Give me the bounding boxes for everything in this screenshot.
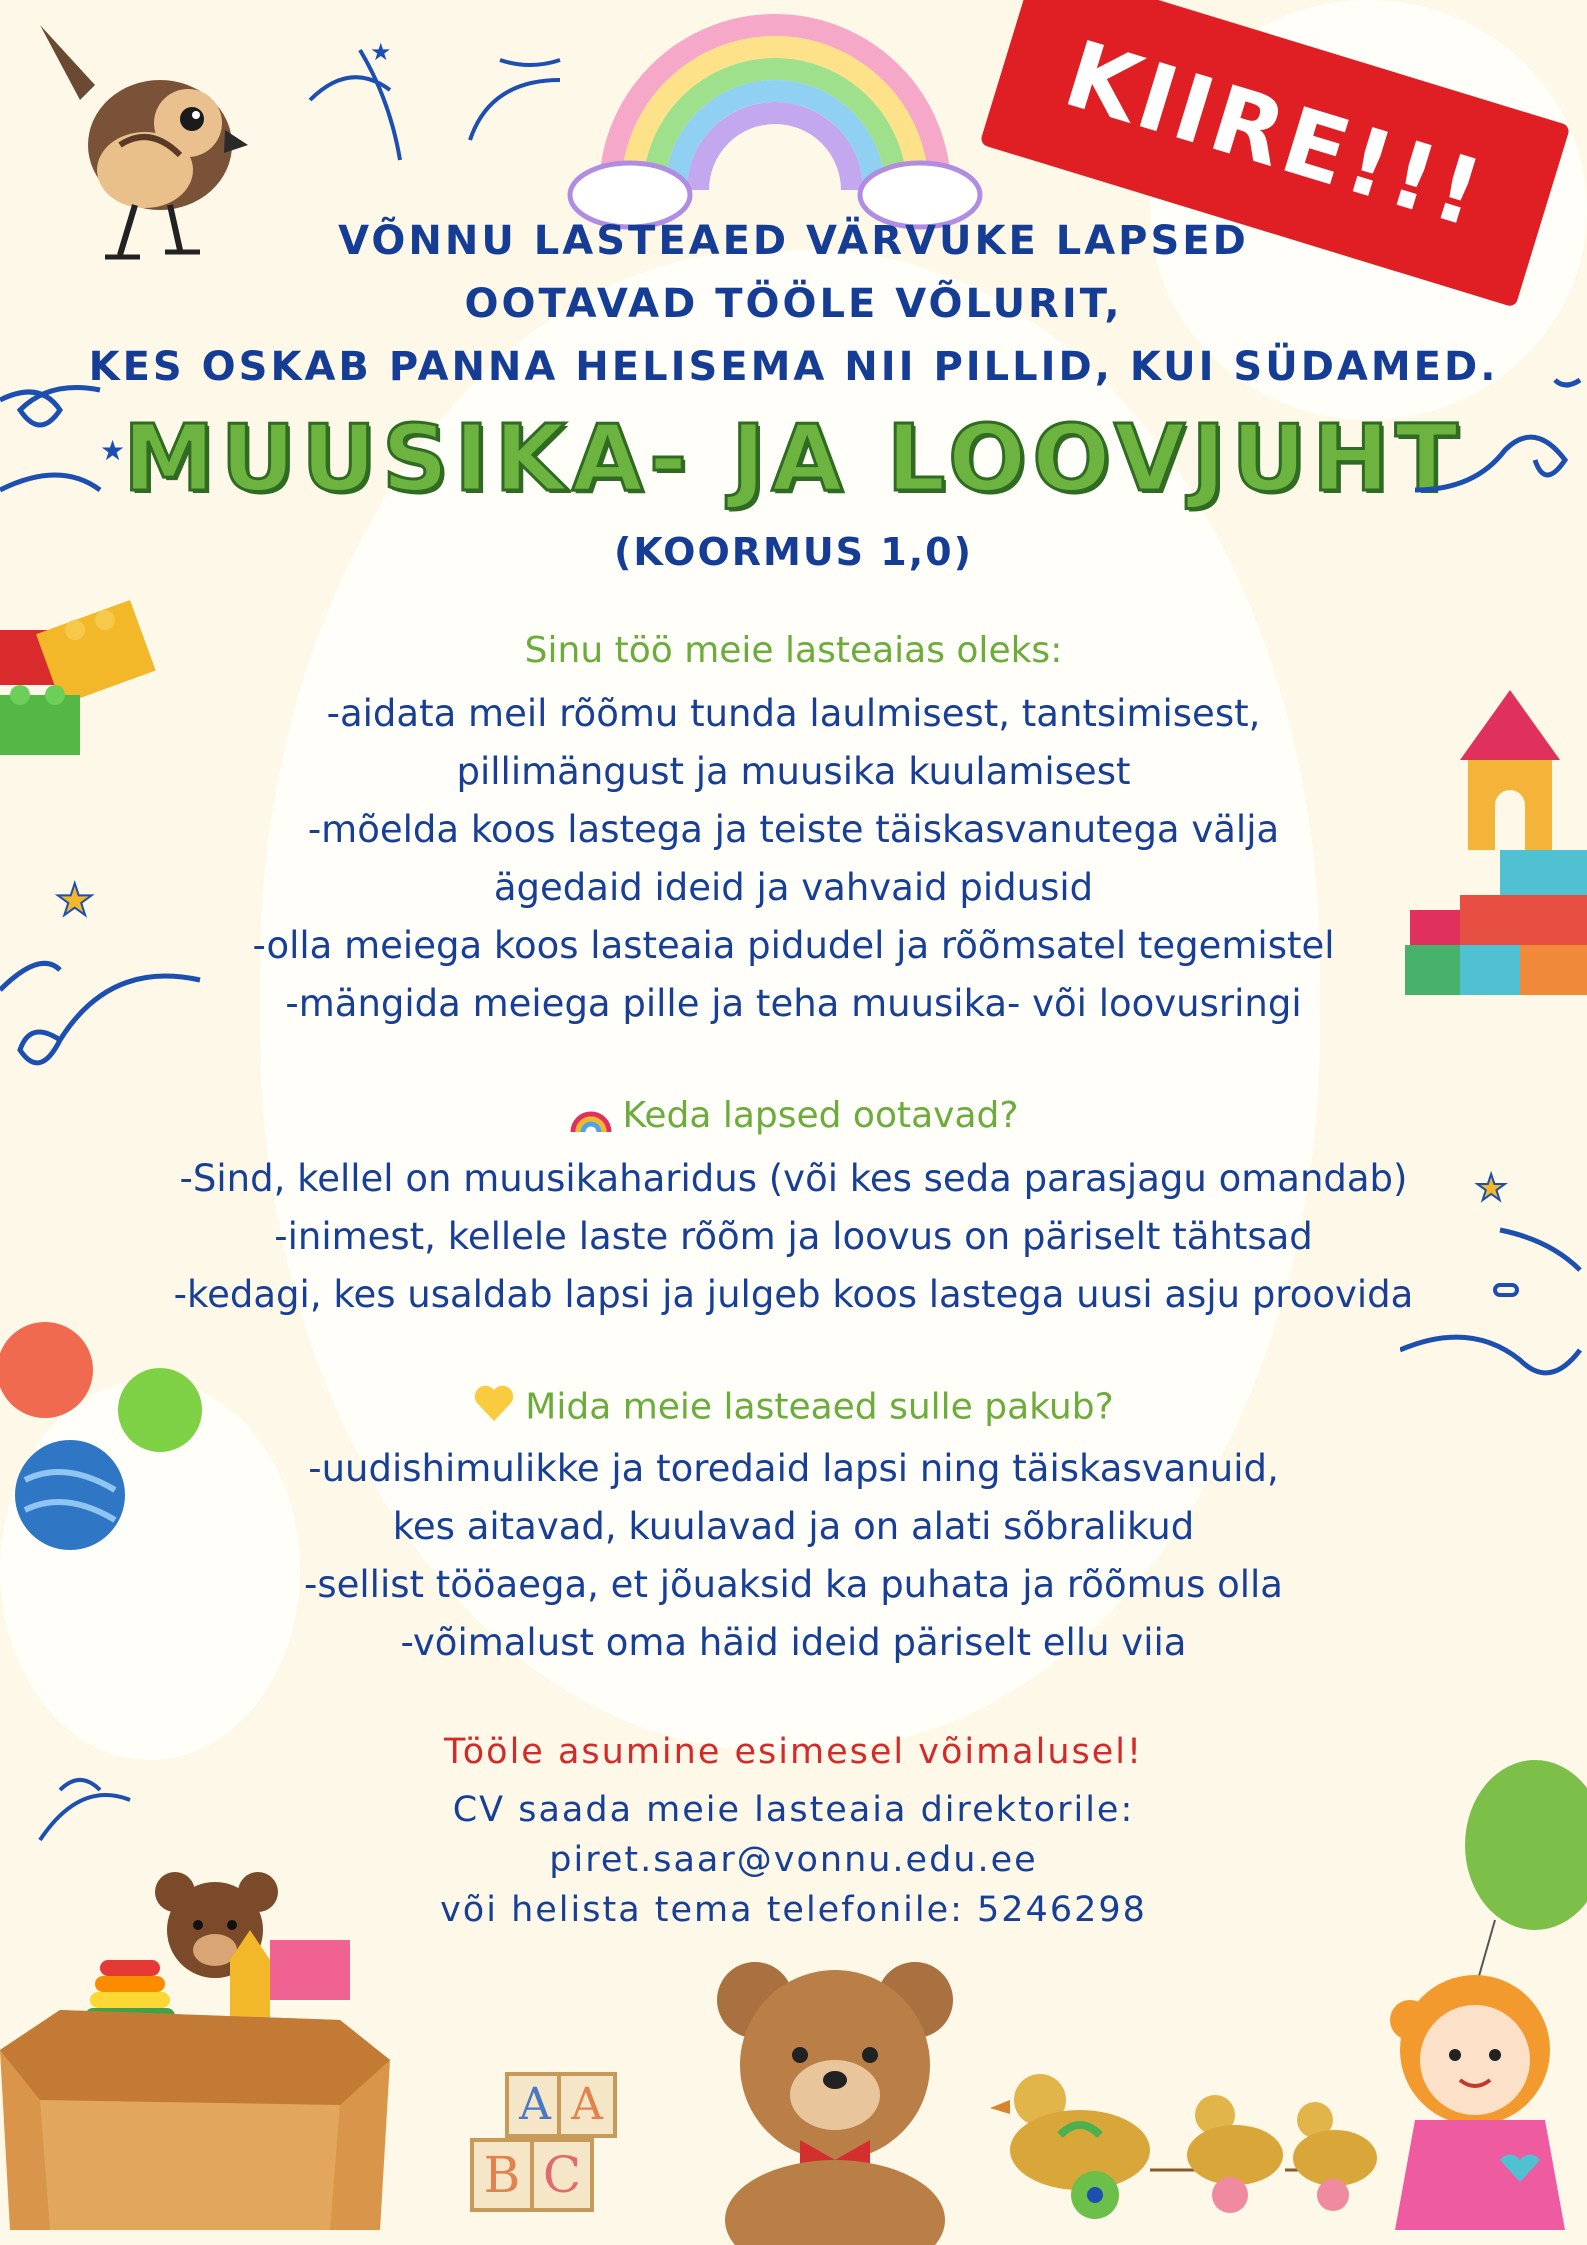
svg-text:★: ★: [100, 434, 126, 467]
list-item: ägedaid ideid ja vahvaid pidusid: [493, 866, 1094, 909]
intro-line-1: VÕNNU LASTEAED VÄRVUKE LAPSED: [338, 218, 1249, 264]
section-duties-list: [0, 685, 1587, 1033]
svg-text:★: ★: [1475, 1168, 1508, 1209]
list-item: -mängida meiega pille ja teha muusika- või loovusringi: [285, 982, 1302, 1025]
phone-info: või helista tema telefonile: 5246298: [440, 1890, 1147, 1930]
urgent-badge-text: KIIRE!!!: [1053, 20, 1498, 249]
swirl-decoration: [1400, 1150, 1587, 1410]
swirl-decoration: [0, 370, 170, 520]
svg-text:★: ★: [370, 38, 392, 66]
section-offer-heading-text: Mida meie lasteaed sulle pakub?: [525, 1386, 1114, 1428]
intro-line-2: OOTAVAD TÖÖLE VÕLURIT,: [464, 281, 1123, 327]
swirl-decoration: [1395, 360, 1587, 530]
cv-instructions: CV saada meie lasteaia direktorile:: [452, 1790, 1135, 1830]
list-item: -inimest, kellele laste rõõm ja loovus on päriselt tähtsad: [274, 1215, 1313, 1258]
svg-text:★: ★: [55, 875, 95, 926]
block-c: C: [530, 2138, 594, 2212]
list-item: -aidata meil rõõmu tunda laulmisest, tantsimisest,: [326, 692, 1261, 735]
list-item: pillimängust ja muusika kuulamisest: [456, 750, 1131, 793]
toy-box-icon: [0, 1760, 400, 2245]
section-offer-heading: [0, 1385, 1587, 1432]
list-item: -kedagi, kes usaldab lapsi ja julgeb koos lastega uusi asju proovida: [173, 1273, 1414, 1316]
list-item: -võimalust oma häid ideid päriselt ellu viia: [400, 1621, 1187, 1664]
section-wanted-heading-text: Keda lapsed ootavad?: [622, 1095, 1019, 1136]
rainbow-icon: [560, 0, 990, 230]
list-item: kes aitavad, kuulavad ja on alati sõbralikud: [392, 1505, 1195, 1548]
heart-icon: [473, 1385, 515, 1432]
wooden-ducks-icon: [985, 2060, 1385, 2245]
doll-with-balloon-icon: [1385, 1760, 1587, 2245]
email-link[interactable]: piret.saar@vonnu.edu.ee: [549, 1840, 1038, 1880]
page-title: MUUSIKA- JA LOOVJUHT: [123, 405, 1464, 512]
section-offer-list: [0, 1440, 1587, 1672]
swirl-decoration: [0, 860, 210, 1100]
list-item: -sellist tööaega, et jõuaksid ka puhata ja rõõmus olla: [304, 1563, 1283, 1606]
list-item: -Sind, kellel on muusikaharidus (või kes seda parasjagu omandab): [179, 1157, 1408, 1200]
workload-subtitle: (KOORMUS 1,0): [614, 530, 973, 574]
block-a: A: [505, 2072, 565, 2138]
section-wanted-list: [0, 1150, 1587, 1324]
scribble-decoration: [300, 20, 600, 180]
intro-line-3: KES OSKAB PANNA HELISEMA NII PILLID, KUI SÜDAMED.: [88, 344, 1499, 390]
list-item: -mõelda koos lastega ja teiste täiskasvanutega välja: [307, 808, 1280, 851]
start-notice: Tööle asumine esimesel võimalusel!: [443, 1732, 1144, 1772]
rainbow-emoji-icon: [569, 1102, 613, 1132]
block-b: B: [470, 2138, 534, 2212]
teddy-bear-icon: [700, 1955, 970, 2245]
abc-blocks-icon: [465, 2072, 635, 2245]
list-item: -olla meiega koos lasteaia pidudel ja rõõmsatel tegemistel: [252, 924, 1335, 967]
block-a: A: [557, 2072, 617, 2138]
section-duties-heading: Sinu töö meie lasteaias oleks:: [524, 630, 1063, 671]
list-item: -uudishimulikke ja toredaid lapsi ning täiskasvanuid,: [308, 1447, 1279, 1490]
intro-text: [0, 210, 1587, 399]
section-wanted-heading: [0, 1095, 1587, 1136]
